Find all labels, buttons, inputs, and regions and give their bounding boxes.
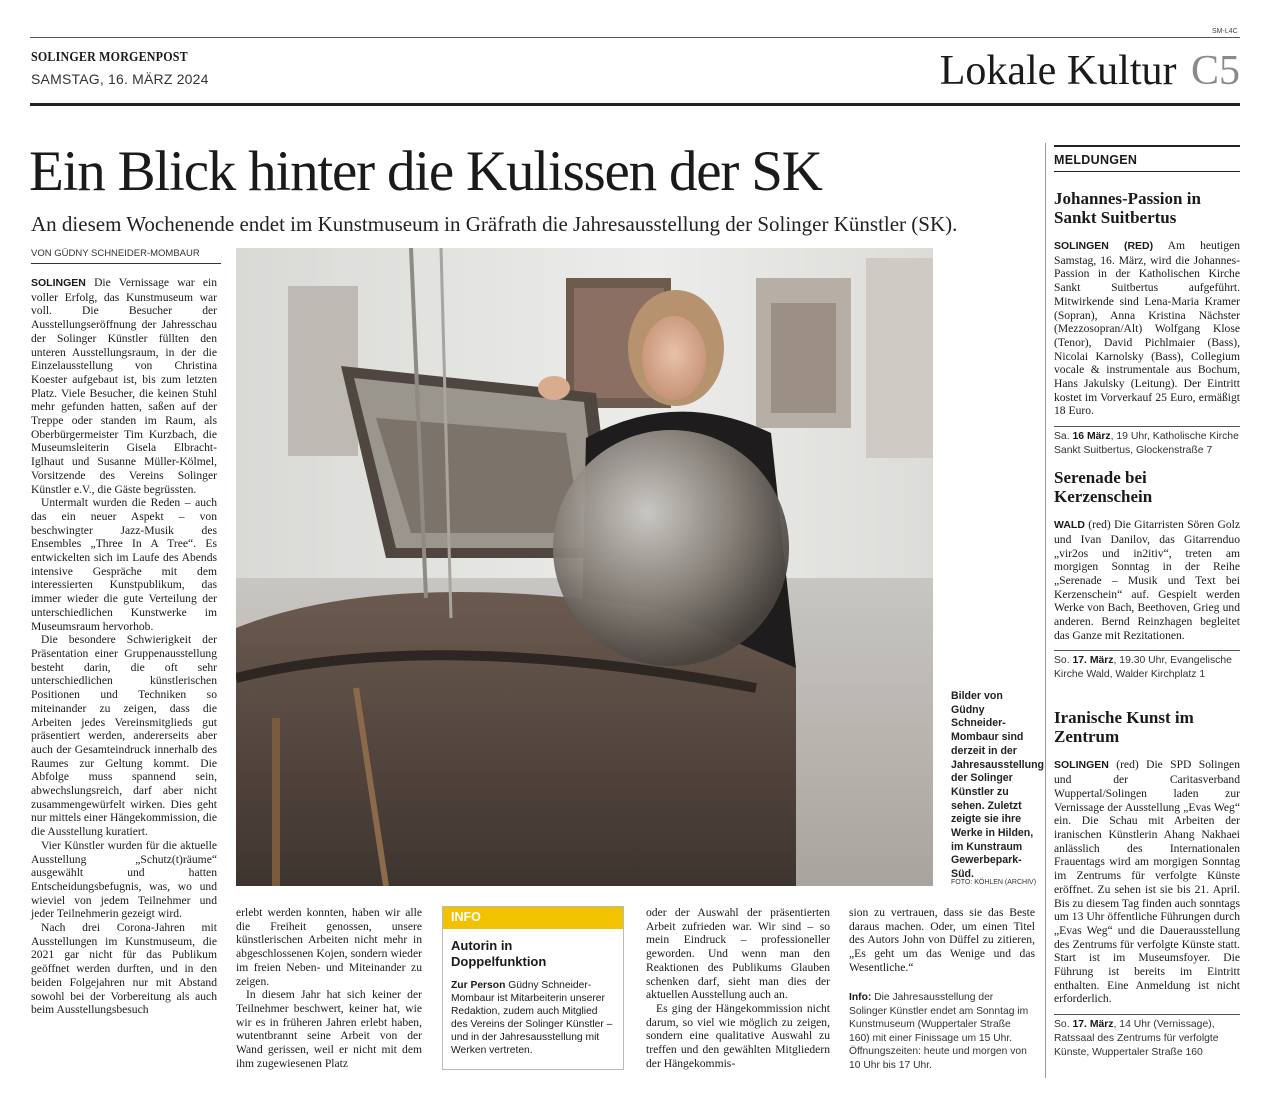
paragraph: In diesem Jahr hat sich keiner der Teilnehmer beschwert, keiner hat, wie wir es in früheren Jahren erlebt haben, wutentbrannt seine Arbeit von der Wand gerissen, weil er nicht mit dem ihm zugewiesenen Platz <box>236 988 422 1070</box>
meta-details: , 19.30 Uhr, Evangelische Kirche Wald, Walder Kirchplatz 1 <box>1054 655 1232 681</box>
info-note-text: Die Jahresausstellung der Solinger Künstler endet am Sonntag im Kunstmuseum (Wuppertaler Straße 160) mit einer Finissage um 15 Uhr. Öffnungszeiten: heute und morgen von 10 Uhr bis 17 Uhr. <box>849 992 1029 1071</box>
info-note <box>849 991 1031 1073</box>
sidebar-divider <box>1045 143 1046 1078</box>
photo-caption: Bilder von Güdny Schneider-Mombaur sind derzeit in der Jahresausstellung der Solinger Künstler zu sehen. Zuletzt zeigte sie ihre Werke in Hilden, im Kunstraum Gewerbepark-Süd. <box>951 690 1045 881</box>
top-rule <box>30 37 1240 38</box>
info-box-body: Güdny Schneider-Mombaur ist Mitarbeiterin unserer Redaktion, zudem auch Mitglied des Vereins der Solinger Künstler – und in der Jahresausstellung mit Werken vertreten. <box>451 980 613 1056</box>
paragraph: Nach drei Corona-Jahren mit Ausstellungen im Kunstmuseum, die 2021 gar nicht für das Publikum geöffnet werden durften, und in den beiden Folgejahren nur mit Abstand sowohl bei der Vorbereitung als auch beim Ausstellungsbesuch <box>31 921 217 1017</box>
news-item <box>1054 708 1240 1060</box>
meta-details: , 14 Uhr (Vernissage), Ratssaal des Zentrums für verfolgte Künste, Wuppertaler Straße 160 <box>1054 1019 1219 1059</box>
article-column-2 <box>236 906 422 1070</box>
info-box-label: INFO <box>443 907 623 929</box>
news-item-dateline: SOLINGEN (RED) <box>1054 240 1154 252</box>
issue-date: SAMSTAG, 16. MÄRZ 2024 <box>31 71 209 87</box>
news-item-title: Serenade bei Kerzenschein <box>1054 468 1153 507</box>
paragraph: sion zu vertrauen, dass sie das Beste daraus machen. Oder, um einen Titel des Autors John von Düffel zu zitieren, „Es geht um das Wenige und das Wesentliche.“ <box>849 906 1035 974</box>
article-photo <box>236 248 933 886</box>
news-item-title: Iranische Kunst im Zentrum <box>1054 708 1194 747</box>
sidebar-heading-box <box>1054 145 1240 172</box>
meta-details: , 19 Uhr, Katholische Kirche Sankt Suitbertus, Glockenstraße 7 <box>1054 431 1239 457</box>
article-column-5 <box>849 906 1035 975</box>
dateline: SOLINGEN <box>31 277 86 289</box>
paragraph: Es ging der Hängekommission nicht darum, so viel wie möglich zu zeigen, sondern eine qualitative Auswahl zu treffen und den gewählten Mitgliedern der Hängekommis- <box>646 1001 830 1070</box>
article-column-1 <box>31 276 217 1017</box>
paragraph: Die Vernissage war ein voller Erfolg, das Kunstmuseum war voll. Die Besucher der Ausstellungseröffnung der Jahresschau der Solinger Künstler füllten den unteren Ausstellungsraum, in der die Einzelausstellung von Christina Koester aufgebaut ist, bis zum letzten Platz. Viele Besucher, die keinen Stuhl mehr gefunden hatten, saßen auf der Treppe oder standen im Raum, als Oberbürgermeister Tim Kurzbach, die Museumsleiterin Gisela Elbracht-Iglhaut und Susanne Müller-Kölmel, Vorsitzende des Vereins Solinger Künstler e.V., die Gäste begrüssten. <box>31 276 217 496</box>
paragraph: Vier Künstler wurden für die aktuelle Ausstellung „Schutz(t)räume“ ausgewählt und hatten Entscheidungsbefugnis, was, wo und wieviel von jedem Teilnehmer und jeder Teilnehmerin gezeigt wird. <box>31 838 217 921</box>
news-item-text <box>1054 239 1240 418</box>
meta-day: Sa. <box>1054 431 1070 443</box>
news-item-meta <box>1054 1014 1240 1060</box>
meta-date: 16 März <box>1072 431 1111 443</box>
page-number: C5 <box>1190 48 1240 94</box>
sidebar <box>1054 145 1240 1060</box>
paragraph: Untermalt wurden die Reden – auch das ein neuer Aspekt – von beschwingter Jazz-Musik des Ensembles „Three In A Tree“. Es entwickelten sich im Laufe des Abends intensive Gespräche mit dem interessierten Kunstpublikum, das immer wieder die gute Verteilung der unterschiedlichen Kunstwerke im Museumsraum hervorhob. <box>31 496 217 633</box>
byline: VON GÜDNY SCHNEIDER-MOMBAUR <box>31 248 221 264</box>
article-column-4 <box>646 906 830 1070</box>
subheadline: An diesem Wochenende endet im Kunstmuseum in Gräfrath die Jahresausstellung der Solinger Künstler (SK). <box>31 212 958 236</box>
news-item-body: (red) Die SPD Solingen und der Caritasverband Wuppertal/Solingen laden zur Vernissage der Ausstellung „Evas Weg“ ein. Die Schau mit Arbeiten der iranischen Künstlerin Ahang Nakhaei anlässlich des Internationalen Frauentags wird am morgigen Sonntag im Zentrums für verfolgte Künste eröffnet. Zu sehen ist sie bis 21. April. Bis zu diesem Tag finden auch sonntags um 13 Uhr öffentliche Führungen durch „Evas Weg“ und die Dauerausstellung des Zentrums für verfolgte Künste statt. Start ist im Museumsfoyer. Die Führung ist bereits im Eintritt enthalten. Eine Anmeldung ist nicht erforderlich. <box>1054 758 1241 1006</box>
masthead-rule <box>30 103 1240 106</box>
newspaper-name: SOLINGER MORGENPOST <box>31 50 188 65</box>
section-header <box>940 46 1240 96</box>
page-code: SM-L4C <box>1212 28 1238 35</box>
sidebar-heading: MELDUNGEN <box>1054 153 1138 167</box>
paragraph: erlebt werden konnten, haben wir alle die Freiheit genossen, unsere künstlerischen Arbeiten nicht mehr in abgeschlossenen Kojen, sondern wieder im freien Neben- und Miteinander zu zeigen. <box>236 906 422 988</box>
info-box-text <box>451 980 615 1057</box>
section-title: Lokale Kultur <box>939 48 1177 94</box>
meta-day: So. <box>1054 1019 1070 1031</box>
news-item-meta <box>1054 650 1240 682</box>
news-item <box>1054 189 1240 458</box>
info-box <box>442 906 624 1070</box>
info-note-lead: Info: <box>849 992 872 1003</box>
news-item-dateline: SOLINGEN <box>1054 759 1109 772</box>
meta-date: 17. März <box>1072 1019 1114 1031</box>
headline: Ein Blick hinter die Kulissen der SK <box>29 140 822 203</box>
news-item-title: Johannes-Passion in Sankt Suitbertus <box>1054 189 1201 227</box>
news-item-body: Am heutigen Samstag, 16. März, wird die Johannes-Passion in der Katholischen Kirche Sankt Suitbertus aufgeführt. Mitwirkende sind Lena-Maria Kramer (Sopran), Anna Kristina Nächster (Mezzosopran/Alt) Wolfgang Klose (Tenor), David Pichlmaier (Bass), Nicolai Karnolsky (Bass), Collegium vocale & instrumentale aus Bochum, Hans Jakulsky (Leitung). Der Eintritt kostet im Vorverkauf 25 Euro, ermäßigt 18 Euro. <box>1054 239 1241 418</box>
paragraph: Die besondere Schwierigkeit der Präsentation einer Gruppenausstellung besteht darin, die oft sehr unterschiedlichen künstlerischen Positionen und Techniken so miteinander zu zeigen, dass die Arbeiten jedes Vereinsmitglieds gut präsentiert werden, andererseits aber auch der Gesamteindruck innerhalb des Raumes zur Geltung kommt. Die Abfolge muss spannend sein, abwechslungsreich, darf aber nicht zusammengewürfelt wirken. Dies geht nur mittels einer Hängekommission, die die Ausstellung kuratiert. <box>31 633 217 839</box>
info-box-title: Autorin in Doppelfunktion <box>451 938 547 969</box>
paragraph: oder der Auswahl der präsentierten Arbeit zufrieden war. Wir sind – so mein Eindruck – professioneller geworden. Und wenn man den Reaktionen des Publikums Glauben schenken darf, sieht man dies der aktuellen Ausstellung auch an. <box>646 906 830 1002</box>
news-item-body: (red) Die Gitarristen Sören Golz und Ivan Danilov, das Gitarrenduo „vir2os und in2itiv“, treten am morgigen Sonntag in der Reihe „Serenade – Musik und Text bei Kerzenschein“ auf. Gespielt werden Werke von Bach, Beethoven, Grieg und anderen. Bernd Reinzhagen begleitet das Ganze mit Rezitationen. <box>1054 518 1240 642</box>
news-item-meta <box>1054 426 1240 458</box>
news-item <box>1054 468 1240 682</box>
info-box-lead: Zur Person <box>451 980 506 991</box>
meta-day: So. <box>1054 655 1070 667</box>
news-item-dateline: WALD <box>1054 519 1085 532</box>
meta-date: 17. März <box>1072 655 1114 667</box>
news-item-text <box>1054 758 1240 1006</box>
news-item-text <box>1054 518 1240 642</box>
photo-illustration <box>236 248 933 886</box>
photo-credit: FOTO: KÖHLEN (ARCHIV) <box>951 879 1037 886</box>
